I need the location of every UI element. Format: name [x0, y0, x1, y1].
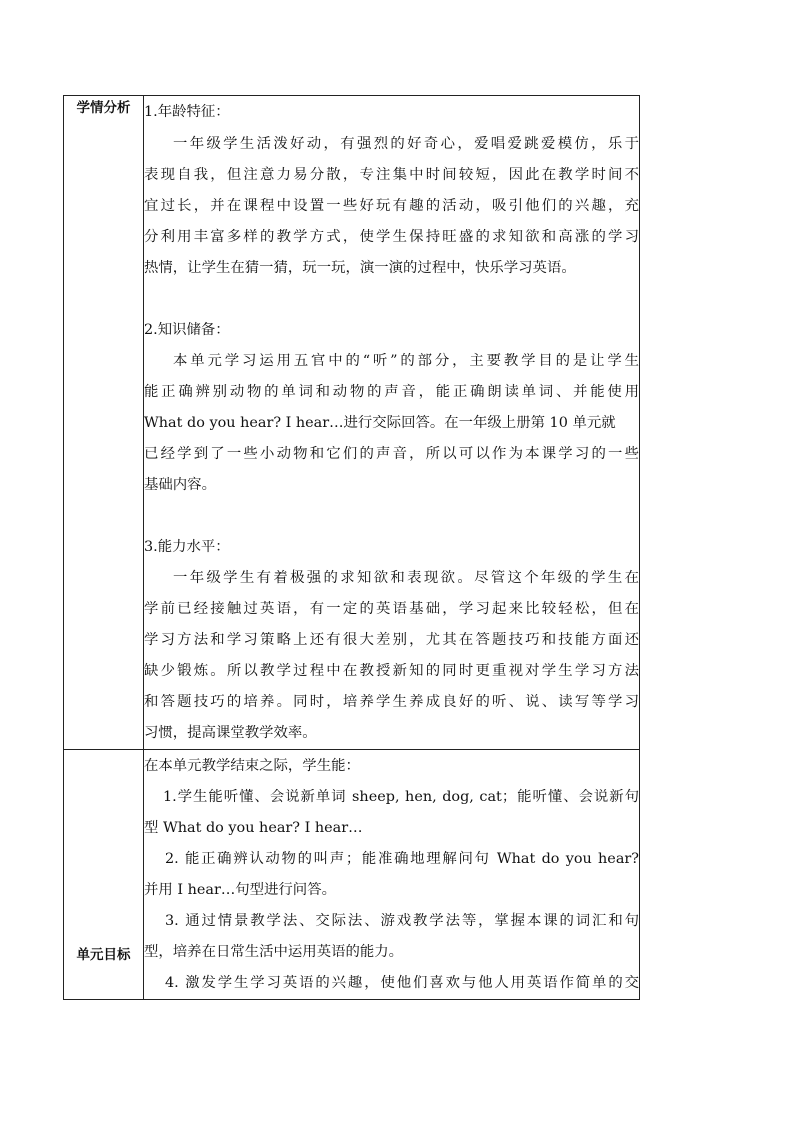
knowledge-line: 本单元学习运用五官中的“听”的部分，主要教学目的是让学生 — [173, 353, 639, 369]
knowledge-line: 基础内容。 — [144, 477, 216, 493]
student-analysis-content — [144, 96, 640, 750]
ability-line: 和答题技巧的培养。同时，培养学生养成良好的听、说、读写等学习 — [144, 694, 639, 710]
age-line: 宜过长，并在课程中设置一些好玩有趣的活动，吸引他们的兴趣，充 — [144, 198, 639, 214]
age-line: 热情，让学生在猜一猜，玩一玩，演一演的过程中，快乐学习英语。 — [144, 260, 576, 276]
age-line: 表现自我，但注意力易分散，专注集中时间较短，因此在教学时间不 — [144, 167, 639, 183]
unit-goals-content — [144, 750, 640, 1000]
ability-line: 学习方法和学习策略上还有很大差别，尤其在答题技巧和技能方面还 — [144, 632, 639, 648]
blank-line — [144, 284, 639, 315]
goal-item-line: 型，培养在日常生活中运用英语的能力。 — [144, 944, 404, 960]
ability-line: 习惯，提高课堂教学效率。 — [144, 725, 317, 741]
age-line: 一年级学生活泼好动，有强烈的好奇心，爱唱爱跳爱模仿，乐于 — [173, 136, 639, 152]
ability-heading: 3.能力水平： — [144, 539, 230, 555]
goal-item-line: 型 What do you hear? I hear… — [144, 820, 363, 836]
goal-item-line: 1.学生能听懂、会说新单词 sheep, hen, dog, cat；能听懂、会说新句 — [163, 789, 639, 805]
goal-item-line: 3. 通过情景教学法、交际法、游戏教学法等，掌握本课的词汇和句 — [165, 913, 639, 929]
knowledge-heading: 2.知识储备： — [144, 322, 230, 338]
table-row — [64, 750, 640, 1000]
table-row — [64, 96, 640, 750]
ability-line: 缺少锻炼。所以教学过程中在教授新知的同时更重视对学生学习方法 — [144, 663, 639, 679]
knowledge-line: What do you hear? I hear…进行交际回答。在一年级上册第 10 单元就 — [144, 415, 616, 431]
knowledge-line: 已经学到了一些小动物和它们的声音，所以可以作为本课学习的一些 — [144, 446, 639, 462]
ability-line: 学前已经接触过英语，有一定的英语基础，学习起来比较轻松，但在 — [144, 601, 639, 617]
row-label-unit-goals: 单元目标 — [64, 750, 144, 1000]
lesson-plan-table — [63, 95, 640, 1000]
goal-item-line: 2. 能正确辨认动物的叫声；能准确地理解问句 What do you hear? — [165, 851, 639, 867]
age-line: 分利用丰富多样的教学方式，使学生保持旺盛的求知欲和高涨的学习 — [144, 229, 639, 245]
row-label-student-analysis: 学情分析 — [64, 96, 144, 750]
goals-intro: 在本单元教学结束之际，学生能： — [144, 758, 360, 774]
ability-line: 一年级学生有着极强的求知欲和表现欲。尽管这个年级的学生在 — [173, 570, 639, 586]
age-heading: 1.年龄特征： — [144, 104, 230, 120]
blank-line — [144, 501, 639, 532]
goal-item-line: 4. 激发学生学习英语的兴趣，使他们喜欢与他人用英语作简单的交 — [165, 975, 639, 991]
goal-item-line: 并用 I hear…句型进行问答。 — [144, 882, 336, 898]
knowledge-line: 能正确辨别动物的单词和动物的声音，能正确朗读单词、并能使用 — [144, 384, 639, 400]
